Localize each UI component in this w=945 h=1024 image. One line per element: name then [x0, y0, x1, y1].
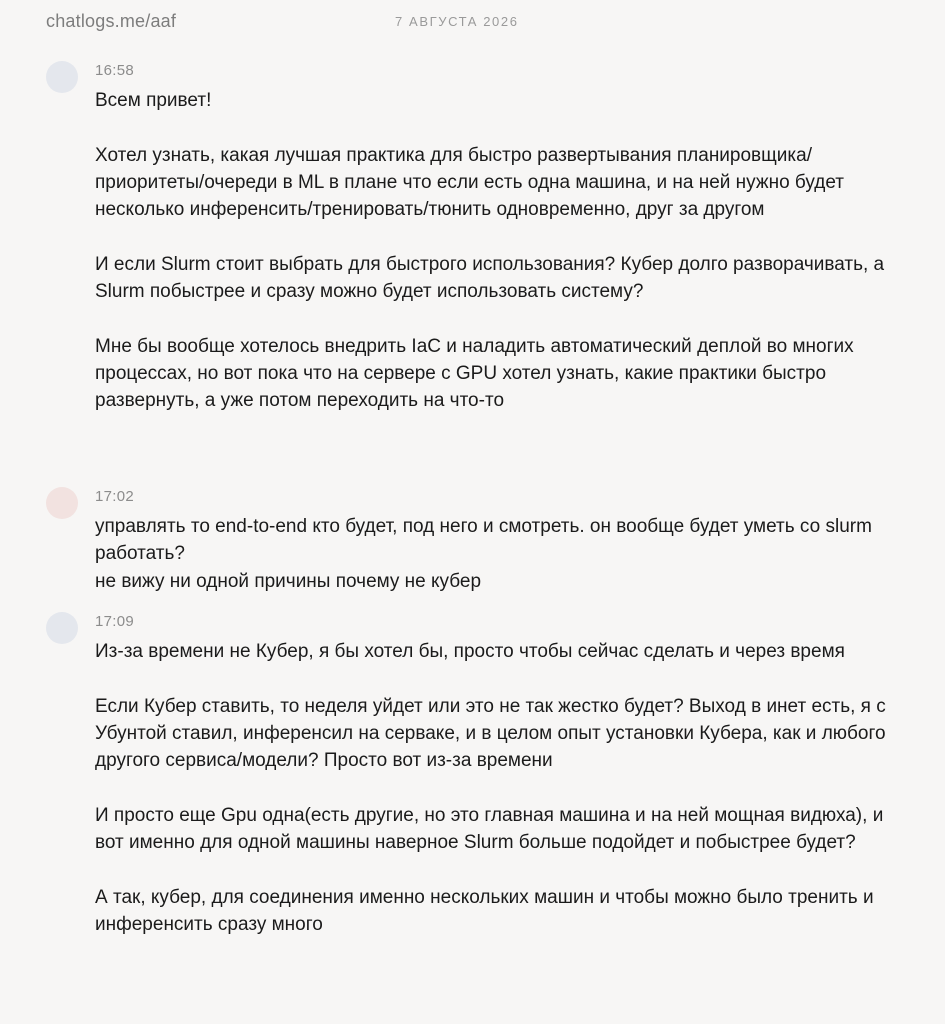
message-text: А так, кубер, для соединения именно нескольких машин и чтобы можно было тренить и инференсить сразу много	[95, 886, 874, 935]
message-body	[95, 638, 915, 938]
message-text: управлять то end-to-end кто будет, под него и смотреть. он вообще будет уметь со slurm работать?	[95, 516, 872, 565]
avatar	[46, 612, 78, 644]
avatar	[46, 61, 78, 93]
date-divider: 7 АВГУСТА 2026	[395, 14, 519, 29]
chat-header	[0, 0, 945, 46]
message-text: И если Slurm стоит выбрать для быстрого использования? Кубер долго разворачивать, а Slurm побыстрее и сразу можно будет использовать систему?	[95, 253, 885, 303]
site-link[interactable]: chatlogs.me/aaf	[46, 11, 177, 31]
message-text: Если Кубер ставить, то неделя уйдет или это не так жестко будет? Выход в инет есть, я с Убунтой ставил, инференсил на серваке, и в целом опыт установки Кубера, как и любого другого сервиса/модели? Просто вот из-за времени	[95, 695, 886, 772]
message-text: Мне бы вообще хотелось внедрить IaC и наладить автоматический деплой во многих процессах, но вот пока что на сервере с GPU хотел узнать, какие практики быстро развернуть, а уже потом переходить на что-то	[95, 335, 854, 412]
message-text: не вижу ни одной причины почему не кубер	[95, 570, 482, 592]
message-body	[95, 513, 915, 595]
message-time: 17:02	[95, 488, 135, 505]
message-text: И просто еще Gpu одна(есть другие, но это главная машина и на ней мощная видюха), и вот именно для одной машины наверное Slurm больше подойдет и побыстрее будет?	[95, 804, 884, 854]
message-time: 16:58	[95, 62, 135, 79]
message-time: 17:09	[95, 613, 135, 630]
message-text: Из-за времени не Кубер, я бы хотел бы, просто чтобы сейчас сделать и через время	[95, 641, 845, 662]
avatar	[46, 487, 78, 519]
message-text: Всем привет!	[95, 90, 212, 111]
message-body	[95, 87, 915, 415]
message-text: Хотел узнать, какая лучшая практика для быстро развертывания планировщика/приоритеты/очереди в ML в плане что если есть одна машина, и на ней нужно будет несколько инференсить/тренировать/тюнить одновременно, друг за другом	[95, 144, 844, 221]
